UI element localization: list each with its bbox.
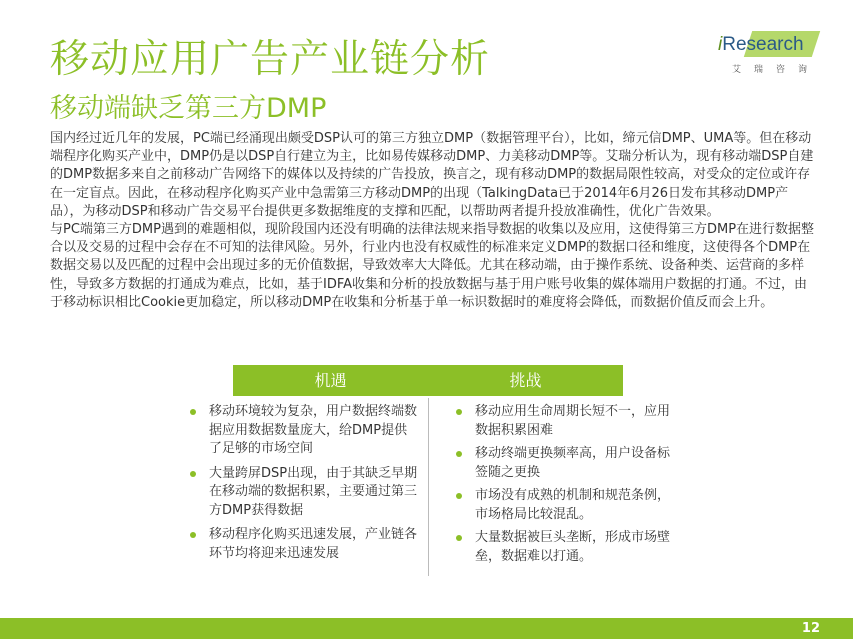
page-title: 移动应用广告产业链分析 [50,37,491,82]
paragraph-1: 国内经过近几年的发展，PC端已经涌现出颇受DSP认可的第三方独立DMP（数据管理平台），比如，缔元信DMP、UMA等。但在移动端程序化购买产业中，DMP仍是以DSP自行建立为主，比如易传媒移动DMP、力美移动DMP等。艾瑞分析认为，现有移动端DSP自建的DMP数据多来自之前移动广告网络下的媒体以及持续的广告投放，换言之，现有移动DMP的数据局限性较高，对受众的定位或许存在一定盲点。因此，在移动程序化购买产业中急需第三方移动DMP的出现（TalkingData已于2014年6月26日发布其移动DMP产品），为移动DSP和移动广告交易平台提供更多数据维度的支撑和匹配，以帮助两者提升投放准确性，优化广告效果。 [50,131,814,219]
paragraph-2: 与PC端第三方DMP遇到的难题相似，现阶段国内还没有明确的法律法规来指导数据的收集以及应用，这使得第三方DMP在进行数据整合以及交易的过程中会存在不可知的法律风险。另外，行业内也没有权威性的标准来定义DMP的数据口径和维度，这使得各个DMP在数据交易以及匹配的过程中会出现过多的无价值数据，导致效率大大降低。尤其在移动端，由于操作系统、设备种类、运营商的多样性，导致多方数据的打通成为难点，比如，基于IDFA收集和分析的投放数据与基于用户账号收集的媒体端用户数据的打通。不过，由于移动标识相比Cookie更加稳定，所以移动DMP在收集和分析基于单一标识数据时的难度将会降低，而数据价值反而会上升。 [50,222,815,310]
comparison-header [233,365,623,396]
list-item [456,403,671,440]
list-item-text: 移动终端更换频率高，用户设备标签随之更换 [475,446,671,480]
logo-chinese-name: 艾瑞咨询 [732,65,821,75]
list-item [456,487,671,524]
list-item-text: 大量数据被巨头垄断，形成市场壁垒，数据难以打通。 [475,530,671,564]
logo-wordmark [718,34,804,56]
list-item-text: 移动环境较为复杂，用户数据终端数据应用数据数量庞大，给DMP提供了足够的市场空间 [209,404,418,456]
opportunities-list [190,403,420,569]
bullet-icon [190,409,196,415]
list-item-text: 移动应用生命周期长短不一，应用数据积累困难 [475,404,671,438]
logo-wordmark-prefix: i [718,34,723,55]
bullet-icon [456,535,462,541]
bullet-icon [456,451,462,457]
list-item [190,403,420,459]
list-item [190,526,420,563]
challenges-list [456,403,671,571]
list-item-text: 市场没有成熟的机制和规范条例，市场格局比较混乱。 [475,488,671,522]
body-text [50,130,815,312]
bullet-icon [190,532,196,538]
list-item [456,529,671,566]
header-opportunities: 机遇 [314,371,347,390]
list-item [456,445,671,482]
list-item-text: 移动程序化购买迅速发展，产业链各环节均将迎来迅速发展 [209,527,418,561]
list-item [190,465,420,521]
logo-wordmark-rest: Research [722,34,804,55]
list-item-text: 大量跨屏DSP出现，由于其缺乏早期在移动端的数据积累，主要通过第三方DMP获得数据 [209,465,418,518]
bullet-icon [456,409,462,415]
header-challenges: 挑战 [509,371,542,390]
iresearch-logo [718,31,821,76]
page-number: 12 [801,621,820,636]
column-divider [428,398,429,576]
footer-bar [0,618,853,639]
page-subtitle: 移动端缺乏第三方DMP [50,93,327,124]
bullet-icon [190,471,196,477]
bullet-icon [456,493,462,499]
